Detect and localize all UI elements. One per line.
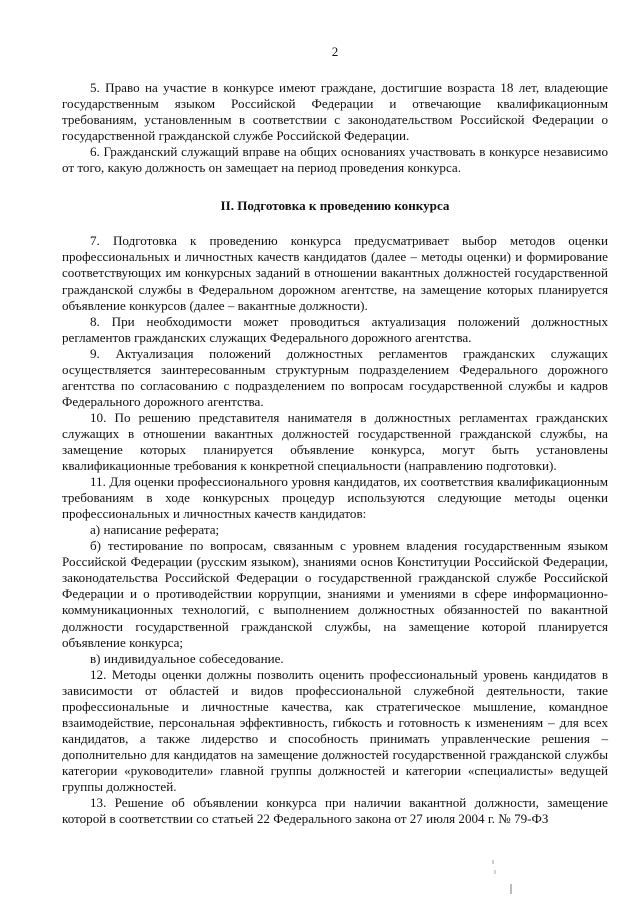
paragraph-12: 12. Методы оценки должны позволить оценить профессиональный уровень кандидатов в зависимости от областей и видов профессиональной служебной деятельности, такие профессиональные и личностные качества, как стратегическое мышление, командное взаимодействие, персональная эффективность, гибкость и готовность к изменениям – для всех кандидатов, а также лидерство и способность принимать управленческие решения – дополнительно для кандидатов на замещение должностей государственной гражданской службы категории «руководители» главной группы должностей и категории «специалисты» ведущей группы должностей. <box>62 666 608 794</box>
paragraph-10: 10. По решению представителя нанимателя в должностных регламентах гражданских служащих в отношении вакантных должностей государственной гражданской службы, на замещение которых планируется объявление конкурса, могут быть установлены квалификационные требования к конкретной специальности (направлению подготовки). <box>62 409 608 474</box>
paragraph-8: 8. При необходимости может проводиться актуализация положений должностных регламентов гражданских служащих Федерального дорожного агентства. <box>62 313 608 345</box>
section-title: II. Подготовка к проведению конкурса <box>220 198 450 214</box>
paragraph-7: 7. Подготовка к проведению конкурса предусматривает выбор методов оценки профессиональных и личностных качеств кандидатов (далее – методы оценки) и формирование соответствующих им конкурсных заданий в отношении вакантных должностей государственной гражданской службы в Федеральном дорожном агентстве, на замещение которых планируется объявление конкурсов (далее – вакантные должности). <box>62 233 608 313</box>
list-item-v: в) индивидуальное собеседование. <box>90 650 284 666</box>
list-item-b: б) тестирование по вопросам, связанным с уровнем владения государственным языком Российской Федерации (русским языком), знаниями основ Конституции Российской Федерации, законодательства Российской Федерации о государственной гражданской службе Российской Федерации и о противодействии коррупции, знаниями и умениями в сфере информационно-коммуникационных технологий, с выполнением должностных обязанностей по вакантной должности государственной гражданской службы, на замещение которой планируется объявление конкурса; <box>62 538 608 650</box>
paragraph-13: 13. Решение об объявлении конкурса при наличии вакантной должности, замещение которой в соответствии со статьей 22 Федерального закона от 27 июля 2004 г. № 79-ФЗ <box>62 795 608 827</box>
paragraphs-before <box>62 80 608 176</box>
list-item-a: а) написание реферата; <box>90 522 220 538</box>
paragraph-11: 11. Для оценки профессионального уровня кандидатов, их соответствия квалификационным требованиям в ходе конкурсных процедур используются следующие методы оценки профессиональных и личностных качеств кандидатов: <box>62 474 608 522</box>
paragraph-5: 5. Право на участие в конкурсе имеют граждане, достигшие возраста 18 лет, владеющие государственным языком Российской Федерации и отвечающие квалификационным требованиям, установленным в соответствии с законодательством Российской Федерации о государственной гражданской службе Российской Федерации. <box>62 80 608 144</box>
paragraph-9: 9. Актуализация положений должностных регламентов гражданских служащих осуществляется заинтересованным структурным подразделением Федерального дорожного агентства по согласованию с подразделением по вопросам государственной службы и кадров Федерального дорожного агентства. <box>62 345 608 409</box>
scan-artifact-icon <box>490 858 520 898</box>
paragraph-6: 6. Гражданский служащий вправе на общих основаниях участвовать в конкурсе независимо от того, какую должность он замещает на период проведения конкурса. <box>62 144 608 176</box>
paragraphs-after <box>62 233 608 827</box>
scan-marks <box>490 858 520 898</box>
page-number: 2 <box>331 44 339 59</box>
